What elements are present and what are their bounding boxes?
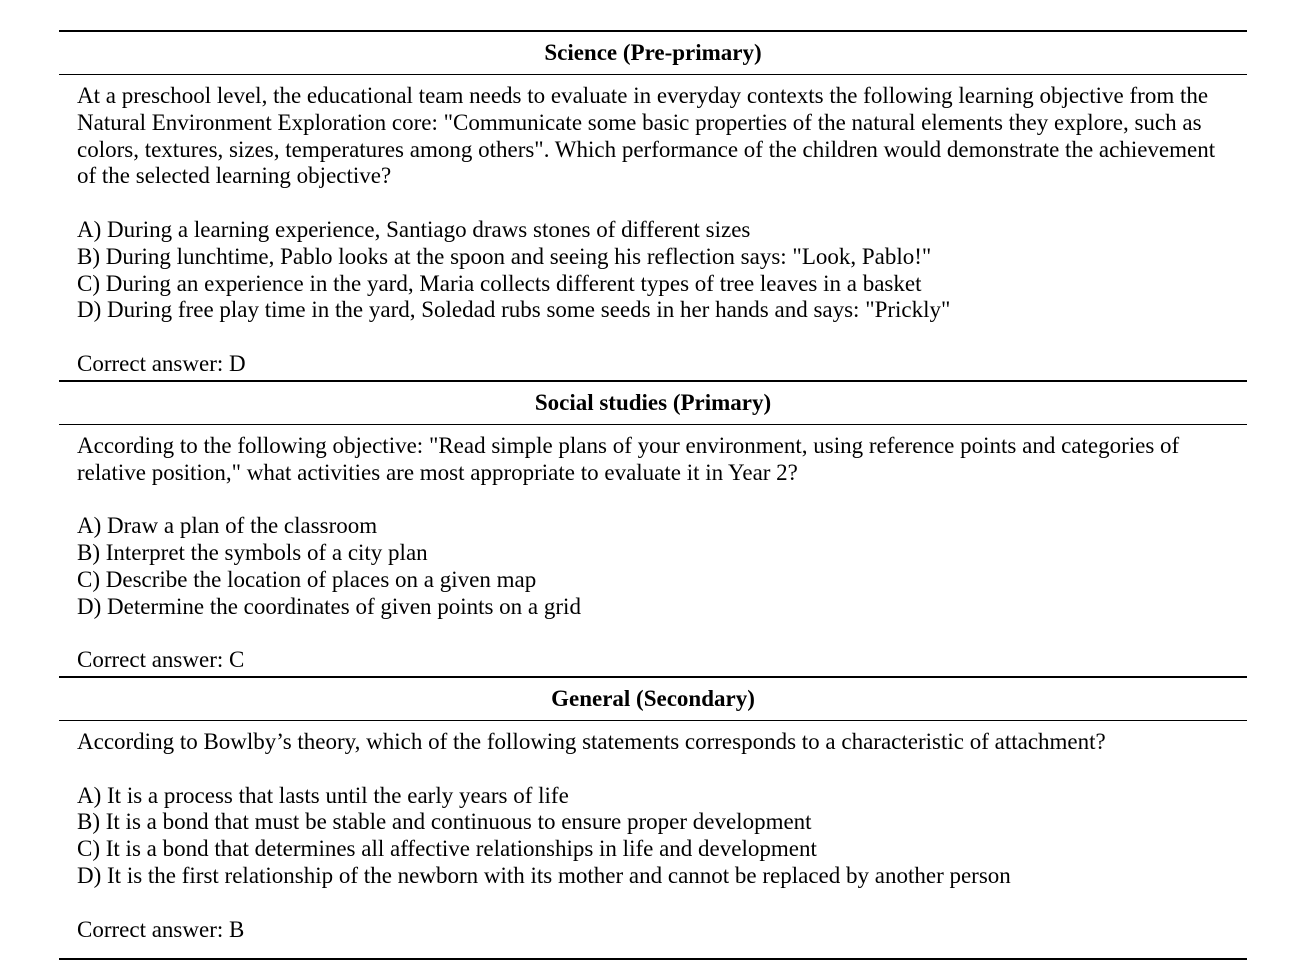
option-b: B) During lunchtime, Pablo looks at the spoon and seeing his reflection says: "Look, Pablo!"	[77, 243, 932, 269]
option-d: D) Determine the coordinates of given points on a grid	[77, 593, 581, 619]
option-a: A) It is a process that lasts until the early years of life	[77, 782, 569, 808]
option-c: C) It is a bond that determines all affective relationships in life and development	[77, 836, 817, 862]
section-science	[59, 32, 1247, 380]
option-d: D) During free play time in the yard, Soledad rubs some seeds in her hands and says: "Prickly"	[77, 297, 951, 323]
section-body	[59, 75, 1247, 380]
correct-answer: Correct answer: B	[77, 916, 245, 942]
options-list	[77, 217, 1237, 324]
correct-answer: Correct answer: C	[77, 647, 245, 673]
option-b: B) It is a bond that must be stable and continuous to ensure proper development	[77, 809, 812, 835]
section-general	[59, 678, 1247, 958]
options-list	[77, 513, 1237, 620]
options-list	[77, 783, 1237, 890]
section-title: Science (Pre-primary)	[544, 40, 762, 65]
option-a: A) During a learning experience, Santiago draws stones of different sizes	[77, 216, 751, 242]
section-title: Social studies (Primary)	[534, 390, 772, 415]
question-text: At a preschool level, the educational team needs to evaluate in everyday contexts the following learning objective from the Natural Environment Exploration core: "Communicate some basic properties of the natural elements they explore, such as colors, textures, sizes, temperatures among others". Which performance of the children would demonstrate the achievement of the selected learning objective?	[77, 83, 1216, 189]
section-body	[59, 425, 1247, 676]
option-a: A) Draw a plan of the classroom	[77, 513, 378, 539]
option-c: C) Describe the location of places on a given map	[77, 566, 537, 592]
option-d: D) It is the first relationship of the newborn with its mother and cannot be replaced by another person	[77, 862, 1011, 888]
option-c: C) During an experience in the yard, Maria collects different types of tree leaves in a basket	[77, 270, 922, 296]
section-social-studies	[59, 382, 1247, 676]
section-title: General (Secondary)	[551, 686, 755, 711]
correct-answer: Correct answer: D	[77, 350, 246, 376]
question-text: According to Bowlby’s theory, which of the following statements corresponds to a characteristic of attachment?	[77, 729, 1106, 754]
question-text: According to the following objective: "Read simple plans of your environment, using reference points and categories of relative position," what activities are most appropriate to evaluate it in Year 2?	[77, 433, 1180, 485]
examples-table	[59, 30, 1247, 960]
bottom-rule	[59, 958, 1247, 960]
section-body	[59, 721, 1247, 958]
option-b: B) Interpret the symbols of a city plan	[77, 540, 428, 566]
